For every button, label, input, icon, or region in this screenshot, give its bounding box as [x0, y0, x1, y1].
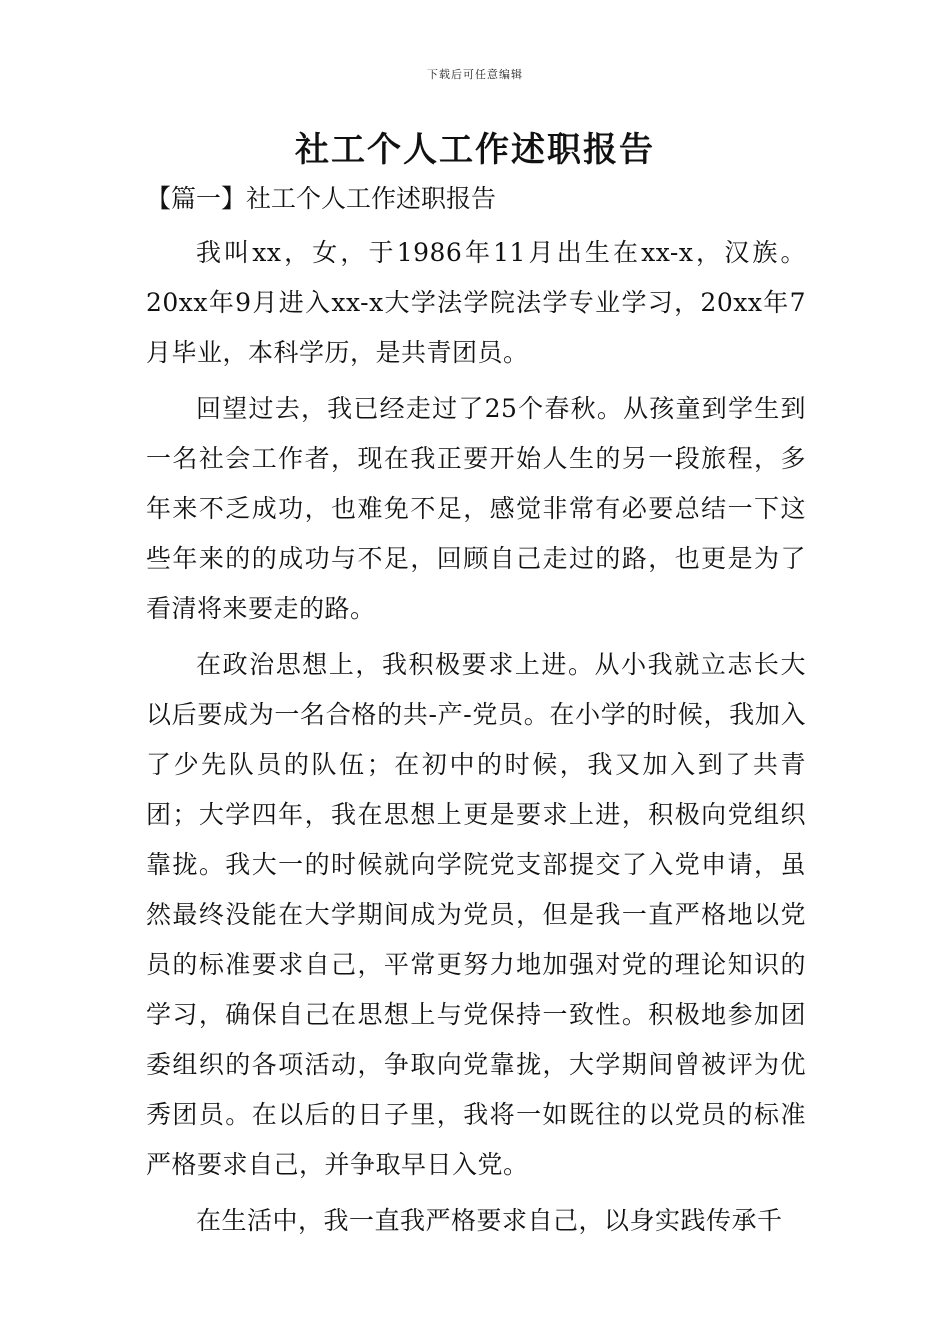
section-heading: 【篇一】社工个人工作述职报告	[146, 184, 497, 213]
document-body	[146, 228, 806, 1252]
header-note: 下载后可任意编辑	[427, 68, 523, 81]
paragraph-4: 在生活中，我一直我严格要求自己，以身实践传承千	[196, 1206, 783, 1235]
paragraph-1: 我叫xx，女，于1986年11月出生在xx-x，汉族。20xx年9月进入xx-x大学法学院法学专业学习，20xx年7月毕业，本科学历，是共青团员。	[146, 238, 806, 367]
paragraph-3: 在政治思想上，我积极要求上进。从小我就立志长大以后要成为一名合格的共-产-党员。在小学的时候，我加入了少先队员的队伍；在初中的时候，我又加入到了共青团；大学四年，我在思想上更是要求上进，积极向党组织靠拢。我大一的时候就向学院党支部提交了入党申请，虽然最终没能在大学期间成为党员，但是我一直严格地以党员的标准要求自己，平常更努力地加强对党的理论知识的学习，确保自己在思想上与党保持一致性。积极地参加团委组织的各项活动，争取向党靠拢，大学期间曾被评为优秀团员。在以后的日子里，我将一如既往的以党员的标准严格要求自己，并争取早日入党。	[146, 650, 806, 1179]
document-title: 社工个人工作述职报告	[295, 130, 655, 170]
paragraph-2: 回望过去，我已经走过了25个春秋。从孩童到学生到一名社会工作者，现在我正要开始人生的另一段旅程，多年来不乏成功，也难免不足，感觉非常有必要总结一下这些年来的的成功与不足，回顾自己走过的路，也更是为了看清将来要走的路。	[146, 394, 806, 623]
